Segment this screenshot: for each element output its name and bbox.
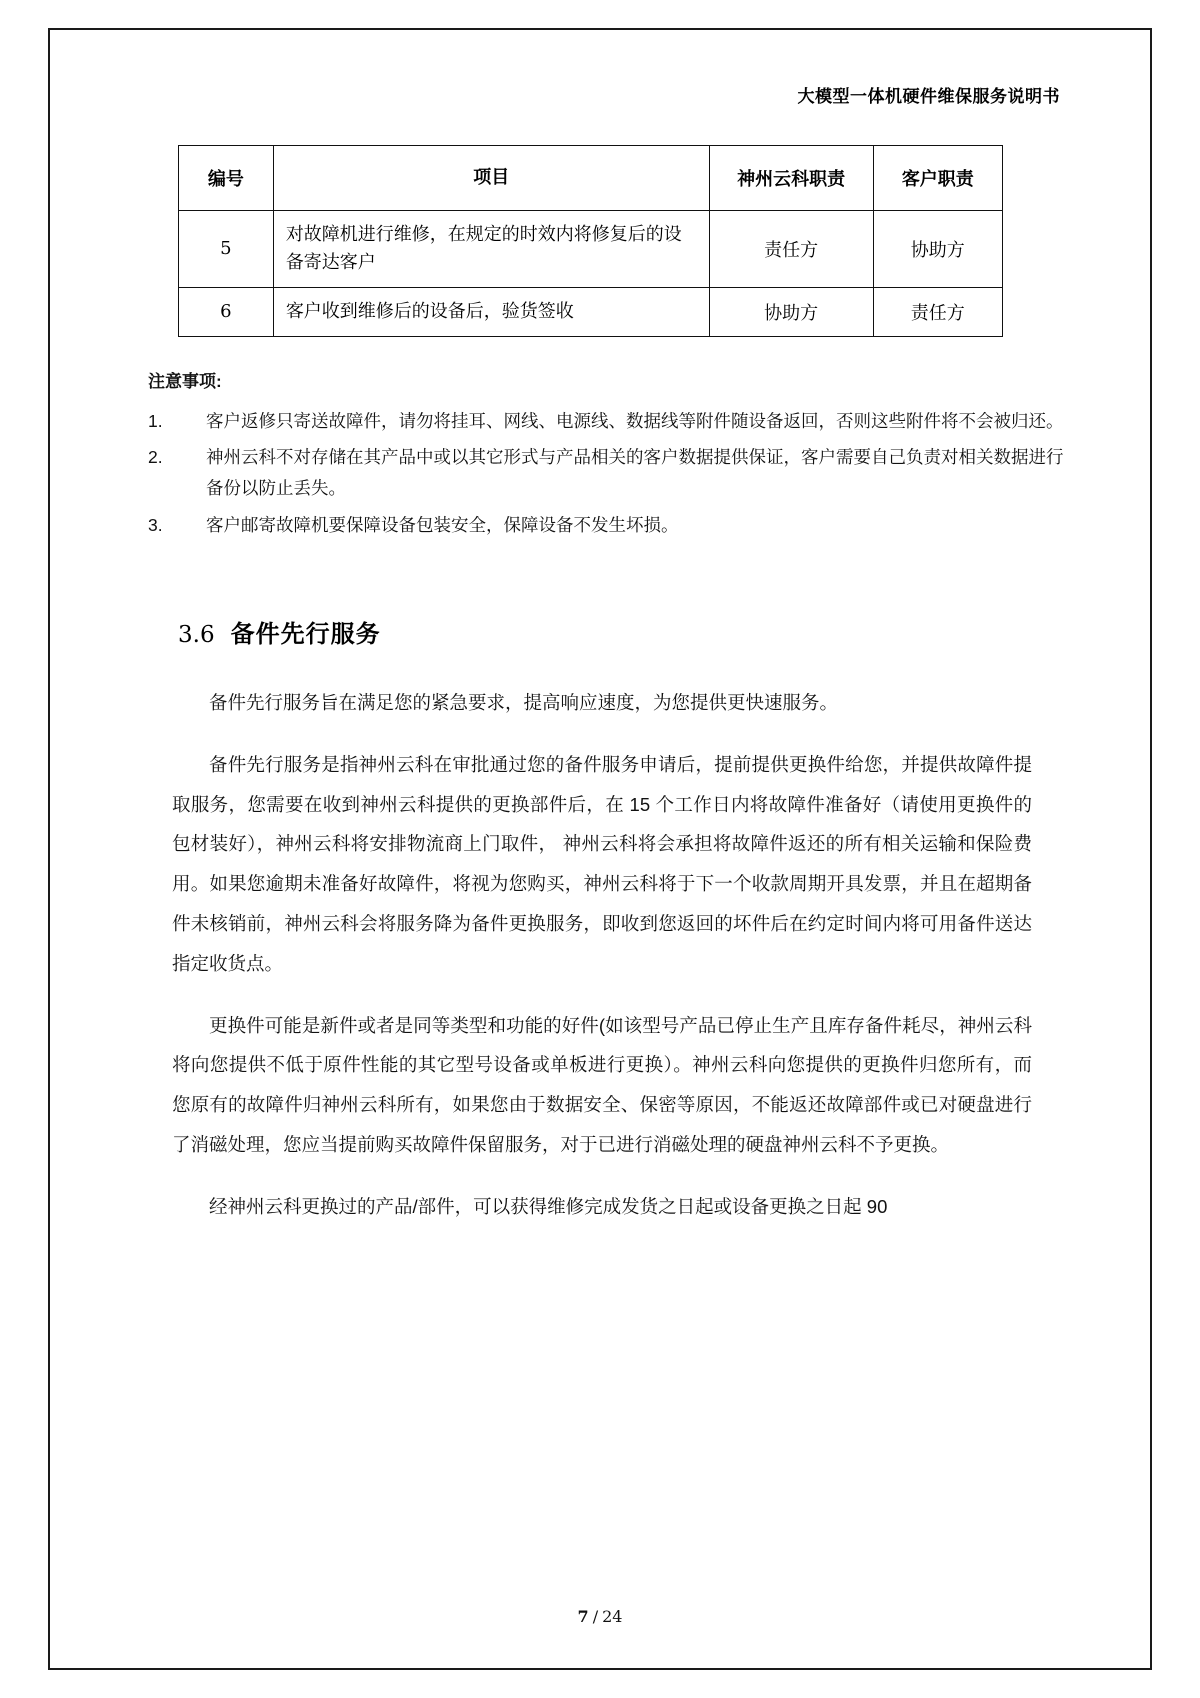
page-separator: / (592, 1607, 599, 1626)
list-item-number: 1. (148, 410, 163, 431)
section-heading (178, 614, 1070, 649)
list-item-text: 客户返修只寄送故障件，请勿将挂耳、网线、电源线、数据线等附件随设备返回，否则这些附件将不会被归还。 (206, 410, 1064, 431)
cell-no: 6 (179, 287, 274, 336)
cell-customer-duty: 责任方 (873, 287, 1002, 336)
table-row (179, 287, 1003, 336)
table-row (179, 211, 1003, 288)
table-header-vendor-duty: 神州云科职责 (709, 146, 873, 211)
section-title: 备件先行服务 (230, 621, 381, 649)
table-header-customer-duty: 客户职责 (873, 146, 1002, 211)
list-item (148, 510, 1070, 541)
responsibility-table (178, 145, 1003, 337)
list-item-number: 3. (148, 514, 163, 535)
page-footer (0, 1607, 1200, 1626)
table-header-no: 编号 (179, 146, 274, 211)
notes-title: 注意事项: (148, 371, 222, 391)
paragraph: 更换件可能是新件或者是同等类型和功能的好件(如该型号产品已停止生产且库存备件耗尽，神州云科将向您提供不低于原件性能的其它型号设备或单板进行更换）。神州云科向您提供的更换件归您所有，而您原有的故障件归神州云科所有，如果您由于数据安全、保密等原因，不能返还故障部件或已对硬盘进行了消磁处理，您应当提前购买故障件保留服务，对于已进行消磁处理的硬盘神州云科不予更换。 (172, 1014, 1032, 1155)
paragraph: 备件先行服务是指神州云科在审批通过您的备件服务申请后，提前提供更换件给您，并提供故障件提取服务，您需要在收到神州云科提供的更换部件后，在 15 个工作日内将故障件准备好（请使用更换件的包材装好），神州云科将安排物流商上门取件， 神州云科将会承担将故障件返还的所有相关运输和保险费用。如果您逾期未准备好故障件，将视为您购买，神州云科将于下一个收款周期开具发票，并且在超期备件未核销前，神州云科会将服务降为备件更换服务，即收到您返回的坏件后在约定时间内将可用备件送达指定收货点。 (172, 753, 1032, 974)
section-body (172, 683, 1032, 1226)
document-header-title: 大模型一体机硬件维保服务说明书 (797, 87, 1060, 107)
list-item (148, 442, 1070, 503)
list-item-text: 神州云科不对存储在其产品中或以其它形式与产品相关的客户数据提供保证，客户需要自己负责对相关数据进行备份以防止丢失。 (206, 447, 1064, 498)
cell-item: 对故障机进行维修，在规定的时效内将修复后的设备寄达客户 (273, 211, 709, 288)
cell-no: 5 (179, 211, 274, 288)
table-header-row (179, 146, 1003, 211)
paragraph: 备件先行服务旨在满足您的紧急要求，提高响应速度，为您提供更快速服务。 (209, 692, 839, 714)
table-header-item: 项目 (273, 146, 709, 211)
paragraph: 经神州云科更换过的产品/部件，可以获得维修完成发货之日起或设备更换之日起 90 (209, 1195, 888, 1217)
cell-vendor-duty: 协助方 (709, 287, 873, 336)
section-number: 3.6 (178, 622, 215, 649)
total-page-number: 24 (602, 1607, 623, 1626)
list-item-number: 2. (148, 447, 163, 468)
cell-item: 客户收到维修后的设备后，验货签收 (273, 287, 709, 336)
list-item (148, 406, 1070, 437)
cell-vendor-duty: 责任方 (709, 211, 873, 288)
current-page-number: 7 (577, 1607, 589, 1626)
page-content (130, 60, 1070, 1248)
notes-list (130, 406, 1070, 541)
cell-customer-duty: 协助方 (873, 211, 1002, 288)
list-item-text: 客户邮寄故障机要保障设备包装安全，保障设备不发生坏损。 (206, 514, 679, 535)
